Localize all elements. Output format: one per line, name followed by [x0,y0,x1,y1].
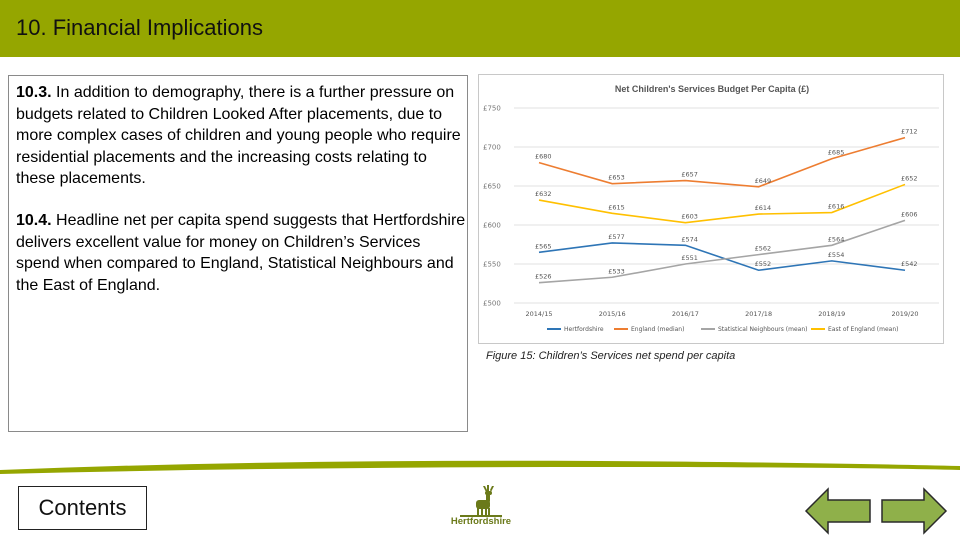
data-label: £533 [608,267,625,276]
x-tick-label: 2019/20 [891,310,919,318]
data-label: £554 [827,250,845,259]
paragraph-10-4 [16,210,466,296]
data-label: £632 [535,190,552,199]
paragraph-body: Headline net per capita spend suggests that Hertfordshire delivers excellent value for money on Children’s Services spend when compared to England, Statistical Neighbours and the East of England. [16,212,466,294]
data-label: £649 [754,176,772,185]
data-label: £526 [535,272,552,281]
legend-label: East of England (mean) [828,326,899,333]
paragraph-body: In addition to demography, there is a further pressure on budgets related to Children Looked After placements, due to more complex cases of children and young people who require residential placements and the increasing costs relating to these placements. [16,84,461,187]
data-label: £577 [608,232,625,241]
chart-title: Net Children's Services Budget Per Capita (£) [614,84,810,94]
series-line [539,243,905,270]
chart-panel [478,74,944,344]
legend-label: Statistical Neighbours (mean) [718,326,808,333]
data-label: £552 [754,260,772,269]
series-line [539,220,905,282]
data-label: £653 [608,173,625,182]
data-label: £542 [901,260,918,269]
hertfordshire-logo [446,484,516,530]
data-label: £574 [681,235,698,244]
paragraph-heading: 10.3. [16,84,52,101]
x-tick-label: 2014/15 [525,310,553,318]
data-label: £564 [827,235,845,244]
right-arrow-icon [882,489,946,533]
data-label: £606 [901,210,918,219]
data-label: £616 [827,202,845,211]
text-panel [8,75,468,432]
data-label: £657 [681,170,698,179]
left-arrow-icon [806,489,870,533]
data-label: £615 [608,203,625,212]
y-tick-label: £600 [483,221,501,230]
x-tick-label: 2016/17 [671,310,699,318]
legend-label: England (median) [631,326,685,333]
data-label: £685 [827,148,845,157]
data-label: £565 [535,242,552,251]
data-label: £680 [535,152,552,161]
paragraph-10-3 [16,82,466,190]
previous-arrow-button[interactable] [804,486,874,536]
y-tick-label: £650 [483,182,501,191]
data-label: £712 [901,127,918,136]
figure-caption: Figure 15: Children’s Services net spend per capita [486,350,736,362]
contents-button[interactable] [18,486,147,530]
title-bar [0,0,960,57]
data-label: £652 [901,174,918,183]
data-label: £603 [681,212,698,221]
series-line [539,184,905,222]
line-chart [479,75,945,345]
x-tick-label: 2017/18 [745,310,773,318]
x-tick-label: 2015/16 [598,310,626,318]
data-label: £551 [681,254,698,262]
next-arrow-button[interactable] [878,486,948,536]
x-tick-label: 2018/19 [818,310,846,318]
contents-label: Contents [38,495,127,520]
paragraph-heading: 10.4. [16,212,52,229]
data-label: £614 [754,204,772,213]
legend-label: Hertfordshire [564,326,604,333]
logo-text: Hertfordshire [450,516,512,527]
series-line [539,138,905,187]
footer-divider [0,458,960,478]
hart-icon [446,484,516,518]
y-tick-label: £500 [483,299,501,308]
data-label: £562 [754,244,772,253]
y-tick-label: £700 [483,143,501,152]
y-tick-label: £550 [483,260,501,269]
y-tick-label: £750 [483,104,501,113]
slide-title: 10. Financial Implications [16,15,264,40]
